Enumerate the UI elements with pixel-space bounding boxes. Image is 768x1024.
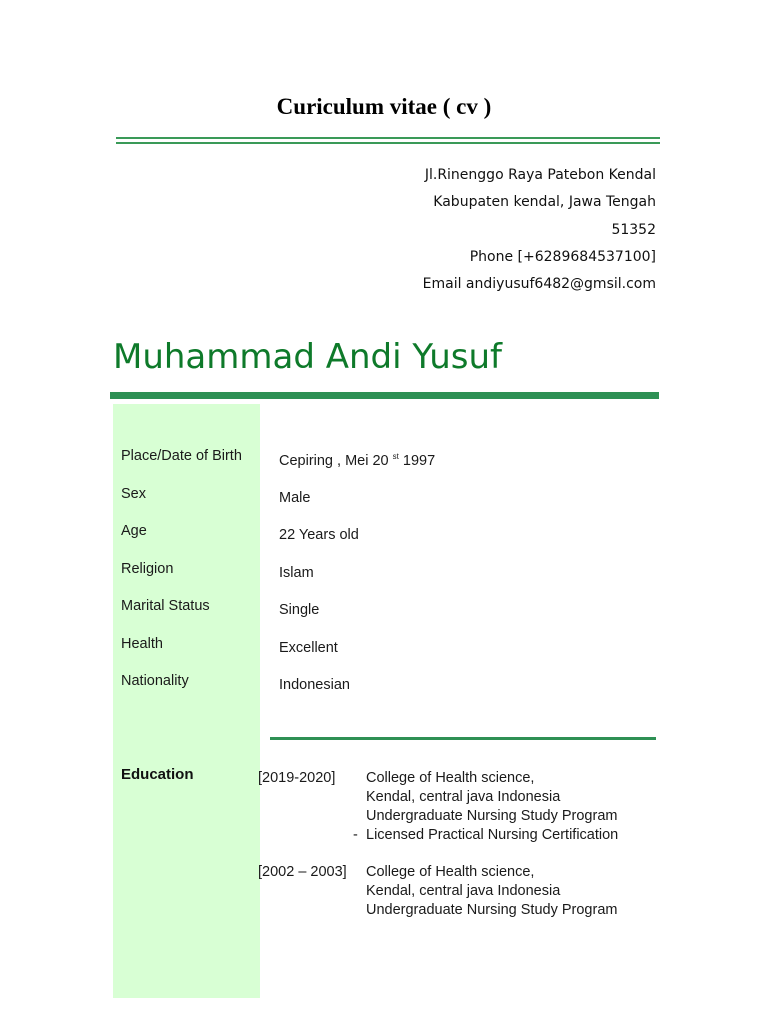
label-marital: Marital Status — [121, 598, 210, 614]
birth-ordinal: st — [392, 452, 399, 461]
name-rule — [110, 392, 659, 399]
education-details — [366, 863, 617, 920]
education-line-text: Licensed Practical Nursing Certification — [366, 827, 619, 843]
personal-labels — [121, 448, 242, 711]
person-name: Muhammad Andi Yusuf — [113, 337, 503, 377]
label-health: Health — [121, 635, 163, 652]
address-phone: Phone [+6289684537100] — [469, 248, 656, 265]
education-line: College of Health science, — [366, 864, 535, 880]
education-years: [2002 – 2003] — [258, 864, 347, 880]
education-line — [353, 826, 619, 845]
label-birth: Place/Date of Birth — [121, 448, 242, 464]
section-rule — [270, 737, 656, 740]
education-line: Kendal, central java Indonesia — [366, 789, 561, 805]
value-age: 22 Years old — [279, 527, 359, 543]
value-religion: Islam — [279, 564, 314, 581]
label-sex: Sex — [121, 485, 146, 502]
education-line: Undergraduate Nursing Study Program — [366, 902, 618, 918]
value-nationality: Indonesian — [279, 677, 350, 693]
label-age: Age — [121, 523, 147, 539]
education-line: Undergraduate Nursing Study Program — [366, 808, 618, 824]
value-health: Excellent — [279, 639, 338, 656]
address-region: Kabupaten kendal, Jawa Tengah — [433, 194, 656, 211]
value-marital: Single — [279, 602, 320, 618]
value-sex: Male — [279, 489, 311, 506]
label-religion: Religion — [121, 560, 174, 577]
address-email: Email andiyusuf6482@gmsil.com — [422, 276, 656, 293]
label-nationality: Nationality — [121, 673, 189, 689]
cv-title: Curiculum vitae ( cv ) — [276, 94, 492, 119]
education-heading: Education — [121, 766, 194, 783]
education-line: College of Health science, — [366, 770, 535, 786]
address-street: Jl.Rinenggo Raya Patebon Kendal — [424, 167, 656, 183]
personal-values — [279, 452, 435, 715]
birth-date: Cepiring , Mei 20 — [279, 453, 389, 469]
birth-year: 1997 — [402, 453, 436, 469]
education-line: Kendal, central java Indonesia — [366, 883, 561, 899]
address-postal: 51352 — [611, 221, 656, 238]
title-double-rule — [116, 137, 660, 144]
address-block — [423, 162, 656, 298]
bullet-dash: - — [353, 827, 358, 843]
education-details — [353, 769, 619, 845]
value-birth — [279, 452, 435, 490]
education-years: [2019-2020] — [258, 770, 336, 786]
